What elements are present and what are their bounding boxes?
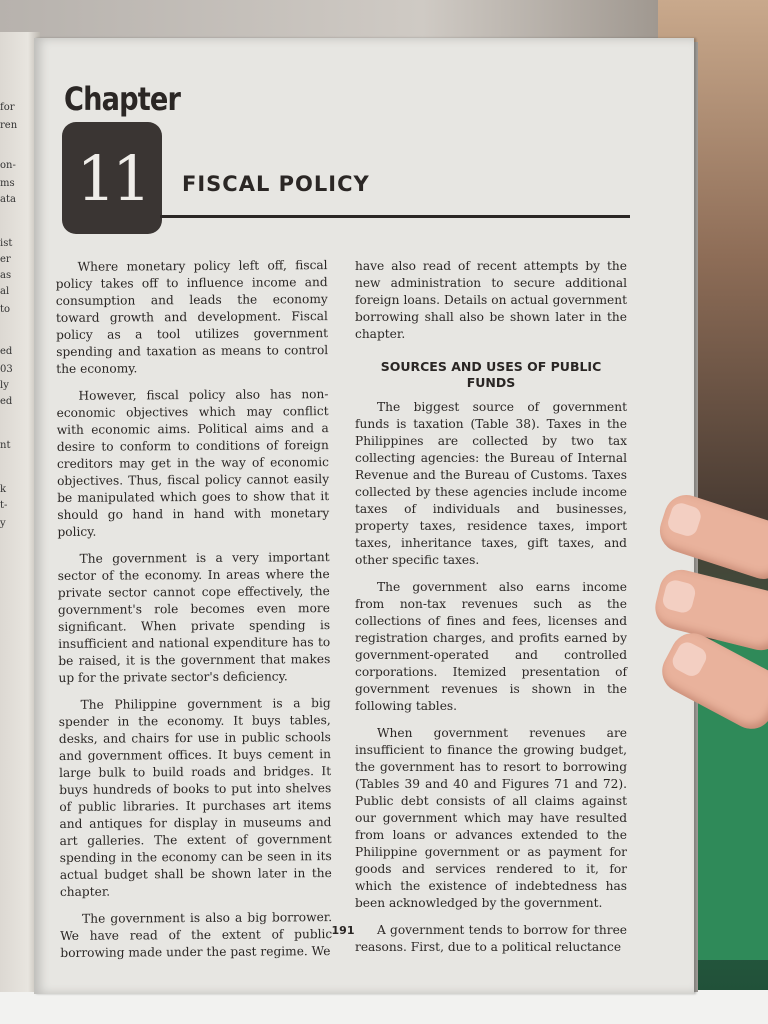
page-number: 191 bbox=[331, 924, 355, 937]
facing-page-fragment: ly bbox=[0, 380, 9, 391]
right-text-column bbox=[355, 258, 627, 966]
facing-page-fragment: ed bbox=[0, 346, 13, 357]
chapter-title: FISCAL POLICY bbox=[182, 172, 370, 196]
facing-page-fragment: ist bbox=[0, 238, 13, 249]
paragraph: A government tends to borrow for three reasons. First, due to a political reluctance bbox=[355, 923, 627, 954]
paragraph: The government is also a big borrower. We have read of the extent of public borrowing made under the past regime. We bbox=[60, 910, 333, 960]
fingernail bbox=[665, 501, 703, 539]
paragraph: have also read of recent attempts by the new administration to secure additional foreign loans. Details on actual government borrowing shall also be shown later in the chapter. bbox=[355, 259, 627, 341]
paragraph: The Philippine government is a big spender in the economy. It buys tables, desks, and chairs for use in public schools and government offices. It buys cement in large bulk to build roads and bridges. It buys hundreds of books to put into shelves of public libraries. It purchases art items and antiques for display in museums and art galleries. The extent of government spending in the economy can be seen in its actual budget shall be shown later in the chapter. bbox=[58, 696, 332, 899]
table-surface bbox=[0, 990, 768, 1024]
facing-page-fragment: ata bbox=[0, 194, 16, 205]
facing-page-fragment: y bbox=[0, 518, 6, 529]
paragraph: Where monetary policy left off, fiscal policy takes off to influence income and consumption and leads the economy toward growth and development. Fiscal policy as a tool utilizes government spending and taxation as means to control the economy. bbox=[55, 258, 329, 376]
paragraph: The government is a very important sector of the economy. In areas where the private sector cannot cope effectively, the government's role becomes even more significant. When private spending is insufficient and national expenditure has to be raised, it is the government that makes up for the private sector's deficiency. bbox=[57, 550, 331, 685]
facing-page-fragment: as bbox=[0, 270, 12, 281]
facing-page-fragment: t- bbox=[0, 500, 8, 511]
section-heading: SOURCES AND USES OF PUBLIC FUNDS bbox=[380, 359, 602, 390]
paragraph: However, fiscal policy also has non-economic objectives which may conflict with economic aims. Political aims and a desire to conform to conditions of foreign creditors may get in the way of economic objectives. Thus, fiscal policy cannot easily be manipulated which goes to show that it should go hand in hand with monetary policy. bbox=[56, 387, 330, 539]
facing-page-fragment: al bbox=[0, 286, 10, 297]
facing-page-fragment: nt bbox=[0, 440, 11, 451]
chapter-number-badge bbox=[62, 122, 162, 234]
facing-page-fragment: er bbox=[0, 254, 11, 265]
facing-page-fragment: ms bbox=[0, 178, 15, 189]
facing-page-fragment: ren bbox=[0, 120, 18, 131]
facing-page-fragment: for bbox=[0, 102, 15, 113]
left-text-column bbox=[56, 257, 333, 972]
paragraph: When government revenues are insufficient to finance the growing budget, the government has to resort to borrowing (Tables 39 and 40 and Figures 71 and 72). Public debt consists of all claims against our government which may have resulted from loans or advances extended to the Philippine government or as payment for goods and services rendered to it, for which the existence of indebtedness has been acknowledged by the government. bbox=[355, 726, 627, 910]
facing-page-fragment: ed bbox=[0, 396, 13, 407]
fingernail bbox=[669, 639, 710, 680]
facing-page-fragment: on- bbox=[0, 160, 16, 171]
paragraph: The government also earns income from non-tax revenues such as the collections of fines and fees, licenses and registration charges, and profits earned by government-operated and controlled corporations. Itemized presentation of government revenues is shown in the following tables. bbox=[355, 580, 627, 713]
title-rule bbox=[160, 215, 630, 218]
chapter-label: Chapter bbox=[64, 80, 181, 118]
paragraph: The biggest source of government funds is taxation (Table 38). Taxes in the Philippines are collected by two tax collecting agencies: the Bureau of Internal Revenue and the Bureau of Customs. Taxes collected by these agencies include income taxes of individuals and businesses, property taxes, residence taxes, import taxes, inheritance taxes, gift taxes, and other specific taxes. bbox=[355, 400, 627, 567]
facing-page-fragment: to bbox=[0, 304, 11, 315]
facing-page-fragment: k bbox=[0, 484, 7, 495]
chapter-number: 11 bbox=[76, 141, 148, 215]
facing-page-fragment: 03 bbox=[0, 364, 13, 375]
fingernail bbox=[661, 578, 697, 614]
